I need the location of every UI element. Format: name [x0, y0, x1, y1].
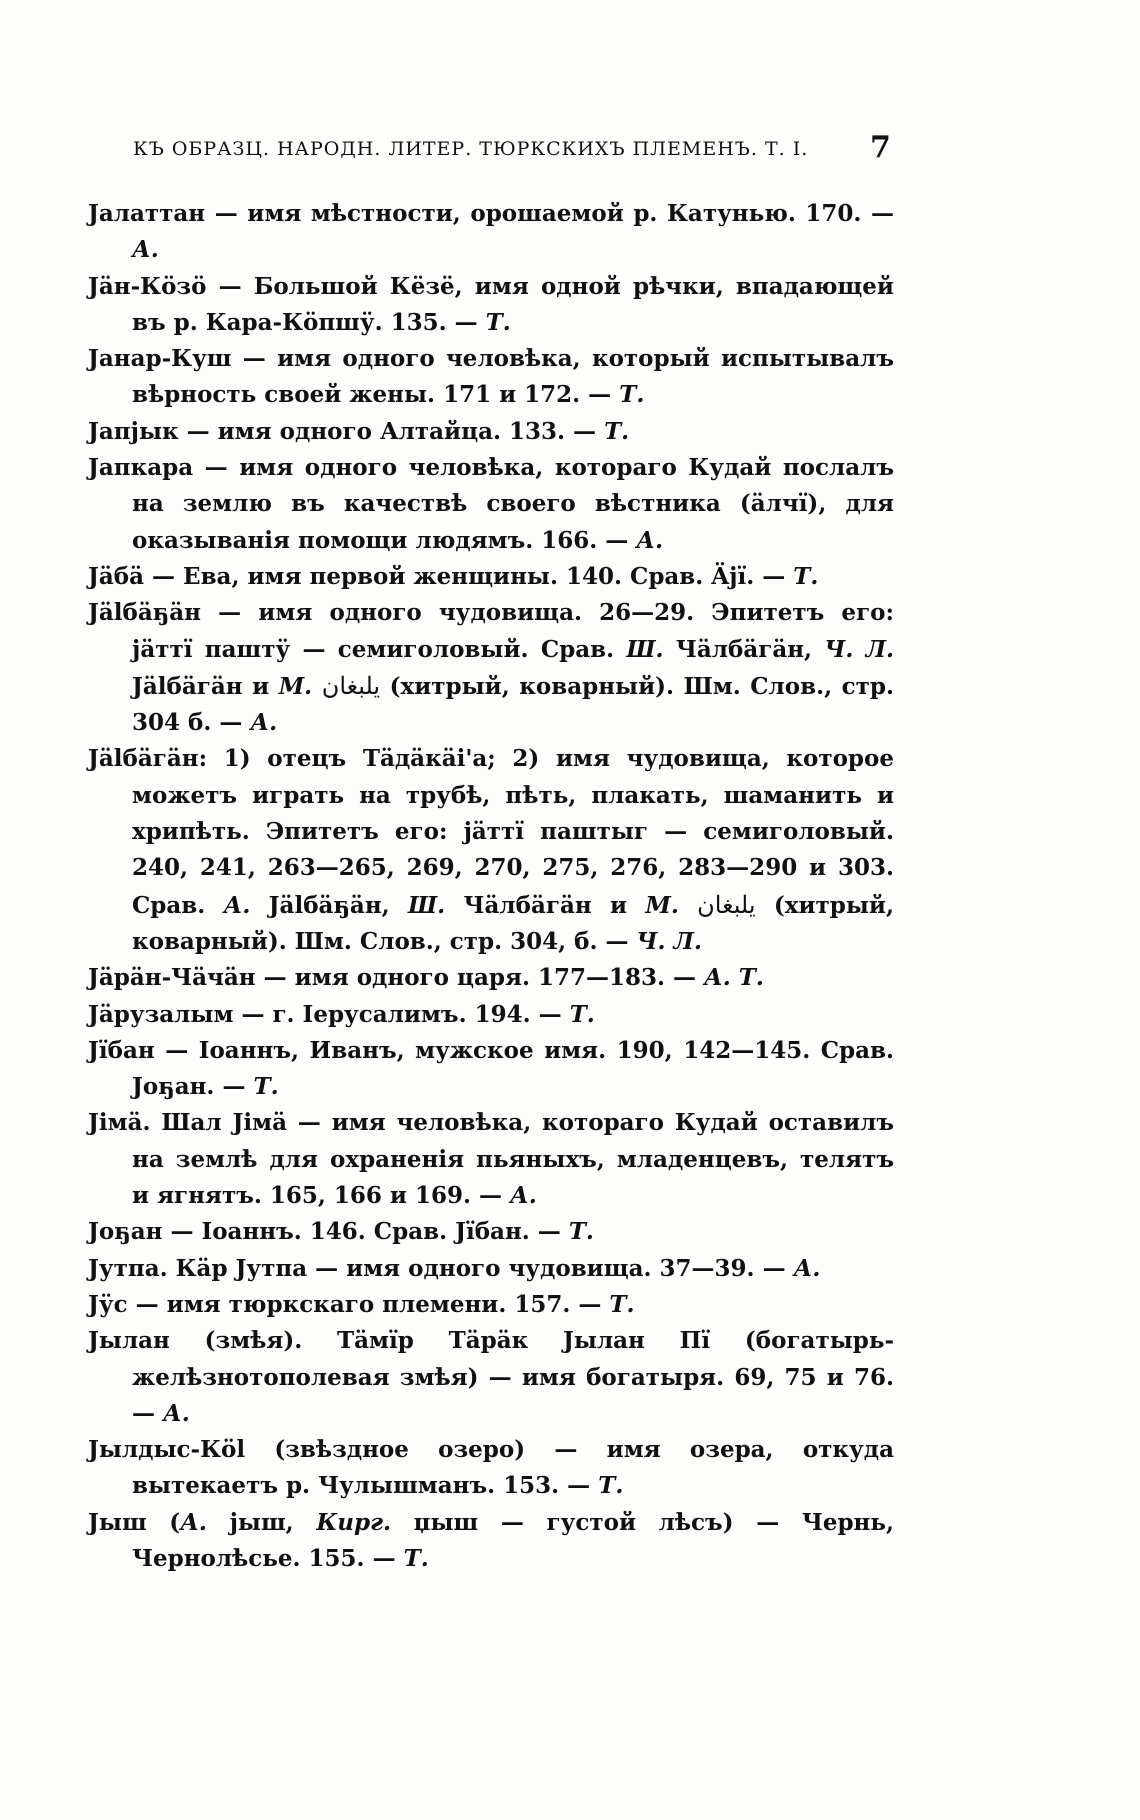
entry-text: — Іоаннъ, Иванъ, мужское имя. 190, 142—145. Срав. Joҕан. — — [132, 1036, 894, 1101]
entry-source: Т. — [619, 381, 645, 409]
glossary-entry — [88, 1505, 894, 1578]
entry-headword: Jапjык — [88, 417, 179, 445]
entry-text: џыш — густой лѣсъ) — Чернь, Чернолѣсье. 155. — — [132, 1508, 895, 1572]
entry-text: jыш, — [206, 1508, 317, 1536]
entry-abbrev: Ч. Л. — [824, 635, 894, 663]
entry-headword: Jäрäн-Чäчäн — [88, 964, 256, 992]
glossary-entry — [88, 1323, 894, 1432]
entry-text: — имя одного Алтайца. 133. — — [178, 417, 605, 445]
glossary-entry — [88, 559, 894, 595]
entry-headword: Jäрузалым — [88, 1000, 234, 1028]
entry-abbrev: А. — [180, 1508, 207, 1536]
glossary-entry — [88, 960, 894, 996]
entry-headword: Jанар-Куш — [88, 345, 232, 373]
entry-source: Т. — [568, 1218, 594, 1246]
entry-headword: Jälбäҕäн — [88, 599, 201, 627]
entry-text: — имя одного человѣка, котораго Кудай послалъ на землю въ качествѣ своего вѣстника (äлчï), для оказыванія помощи людямъ. 166. — — [132, 454, 894, 554]
entry-source: А. — [250, 709, 278, 737]
entry-abbrev: Ш. — [407, 891, 446, 919]
entry-headword: Joҕан — [88, 1218, 163, 1246]
entry-text: Jälбäҕäн, — [250, 891, 408, 919]
entry-headword: Jӱс — [88, 1290, 128, 1318]
entry-headword: Jімä — [88, 1109, 143, 1137]
entry-abbrev: М. — [278, 672, 313, 700]
entry-source: А. — [163, 1399, 190, 1427]
entry-abbrev: А. — [223, 891, 251, 919]
entry-text: — имя мѣстности, орошаемой р. Катунью. 170. — — [205, 200, 894, 227]
entry-source: А. — [793, 1254, 821, 1282]
glossary-entries — [88, 196, 894, 1577]
entry-source: Т. — [598, 1472, 624, 1500]
entry-text: Чäлбäгäн, — [663, 635, 825, 663]
entry-source: Т. — [403, 1544, 429, 1572]
entry-headword: Jäбä — [88, 562, 145, 590]
entry-text: . Кäр Jутпа — имя одного чудовища. 37—39. — — [159, 1254, 794, 1282]
entry-source: Т. — [609, 1290, 635, 1318]
entry-headword: Jылдыс-Кöl — [88, 1436, 246, 1464]
entry-headword: Jутпа — [88, 1254, 160, 1282]
entry-text: . Шал Jімä — имя человѣка, котораго Кудай оставилъ на землѣ для охраненія пьяныхъ, младенцевъ, телятъ и ягнятъ. 165, 166 и 169. — — [132, 1109, 894, 1210]
glossary-entry — [88, 269, 894, 342]
entry-headword: Jälбäгäн — [88, 745, 199, 773]
entry-abbrev: Ш. — [626, 635, 664, 663]
entry-headword: Jыш — [88, 1508, 147, 1536]
entry-abbrev: М. — [645, 891, 679, 919]
entry-source: Т. — [793, 562, 819, 590]
glossary-entry — [88, 341, 894, 414]
arabic-word: يلبغان — [697, 890, 756, 919]
entry-text: — имя одного чудовища. 26—29. Эпитетъ его: jäттï паштӱ — семиголовый. Срав. — [132, 599, 894, 663]
glossary-entry — [88, 1432, 894, 1505]
entry-text: (звѣздное озеро) — имя озера, откуда вытекаетъ р. Чулышманъ. 153. — — [132, 1436, 894, 1500]
entry-headword: Jäн-Кöзö — [88, 272, 207, 300]
running-head: КЪ ОБРАЗЦ. НАРОДН. ЛИТЕР. ТЮРКСКИХЪ ПЛЕМЕНЪ. Т. I. — [133, 138, 809, 160]
glossary-entry — [88, 196, 894, 269]
glossary-entry — [88, 1105, 894, 1214]
entry-text: — Іоаннъ. 146. Срав. Jïбан. — — [162, 1218, 569, 1246]
glossary-entry — [88, 1033, 894, 1106]
entry-abbrev: Кирг. — [316, 1508, 392, 1536]
entry-headword: Jалаттан — [88, 200, 206, 227]
glossary-entry — [88, 1287, 894, 1323]
page-number: 7 — [870, 130, 891, 165]
entry-text: : 1) отецъ Тäдäкäi'а; 2) имя чудовища, которое можетъ играть на трубѣ, пѣть, плакать, шаманить и хрипѣть. Эпитетъ его: jäттï паштыг — семиголовый. 240, 241, 263—265, 269, 270, 275, 276, 283—290 и 303. Срав. — [132, 745, 894, 919]
entry-text: — имя одного человѣка, который испытывалъ вѣрность своей жены. 171 и 172. — — [132, 345, 894, 409]
arabic-word: يلبغان — [321, 671, 381, 700]
entry-text: Jälбäгäн и — [132, 672, 279, 700]
glossary-entry — [88, 1251, 894, 1287]
entry-text: — Ева, имя первой женщины. 140. Срав. Äjï. — — [144, 562, 794, 590]
entry-text: Чäлбäгäн и — [445, 891, 646, 919]
entry-text: (хитрый, коварный). Шм. Слов., стр. 304, б. — — [132, 891, 894, 955]
entry-source: А. Т. — [704, 964, 764, 992]
entry-source: Т. — [604, 417, 630, 445]
entry-headword: Jылан — [88, 1327, 170, 1355]
entry-source: Ч. Л. — [636, 927, 702, 955]
entry-headword: Jïбан — [88, 1036, 155, 1064]
glossary-entry — [88, 741, 894, 960]
glossary-entry — [88, 450, 894, 559]
glossary-entry — [88, 997, 894, 1033]
entry-source: Т. — [485, 308, 511, 336]
entry-text: (хитрый, коварный). Шм. Слов., стр. 304 б. — — [132, 672, 894, 737]
entry-text: — г. Іерусалимъ. 194. — — [233, 1000, 570, 1028]
entry-source: А. — [510, 1182, 537, 1210]
entry-source: Т. — [253, 1073, 279, 1101]
entry-source: Т. — [569, 1000, 595, 1028]
glossary-entry — [88, 595, 894, 741]
glossary-entry — [88, 414, 894, 450]
entry-text: — имя тюркскаго племени. 157. — — [127, 1290, 610, 1318]
entry-source: А. — [132, 236, 159, 264]
entry-text: — Большой Кёзё, имя одной рѣчки, впадающей въ р. Кара-Кöпшӱ. 135. — — [132, 272, 894, 336]
entry-text: (змѣя). Тäмïр Тäрäк Jылан Пï (богатырь-желѣзнотополевая змѣя) — имя богатыря. 69, 75 и 76. — — [132, 1327, 894, 1427]
entry-text: ( — [146, 1508, 181, 1536]
entry-headword: Jапкара — [88, 454, 194, 482]
entry-text: — имя одного царя. 177—183. — — [255, 964, 705, 992]
glossary-entry — [88, 1214, 894, 1250]
entry-source: А. — [636, 526, 664, 554]
